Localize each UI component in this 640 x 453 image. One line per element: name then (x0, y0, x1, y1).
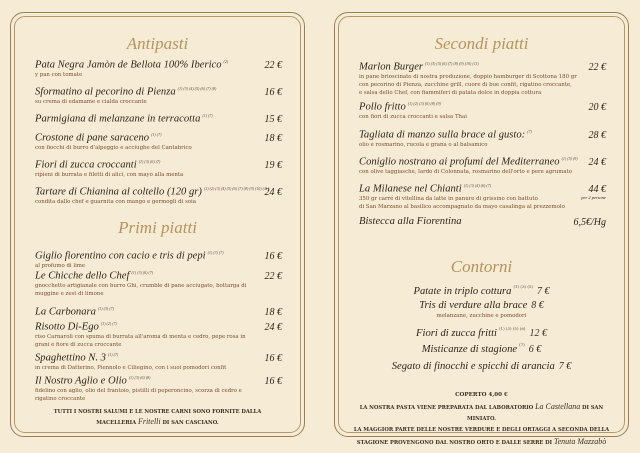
footer-line (349, 401, 614, 425)
allergen-codes: (1) (3) (4) (5) (6) (7) (8) (177, 86, 217, 91)
allergen-codes: (1) (3) (6) (7) (138, 159, 161, 164)
contorni-name: Segato di finocchi e spicchi di arancia (391, 361, 555, 372)
contorni-price: 7 € (537, 286, 550, 297)
secondi-name: La Milanese nel Chianti $^{(1) (3) (4) (6) (7)}$ (359, 183, 492, 195)
primi-price: 18 € (264, 307, 282, 318)
primi-item (35, 352, 282, 372)
allergen-codes: (1) (3) (7) (97, 306, 114, 311)
antipasti-item (35, 159, 282, 179)
allergen-codes: (1) (2) (3) (6) (8) (9) (407, 101, 441, 106)
contorni-item (335, 321, 628, 340)
contorni-item (335, 337, 628, 356)
secondi-price: 28 € (588, 130, 606, 141)
footer-text: MACELLERIA (96, 420, 137, 426)
primi-name: Le Chicche dello Chef $^{(1) (3) (6) (7)}$ (35, 270, 154, 282)
allergen-codes: (1) (3) (6) (8) (128, 375, 151, 380)
contorni-item (335, 293, 628, 320)
primi-item (35, 306, 282, 318)
allergen-codes: (1) (3) (5) (6) (498, 325, 526, 331)
allergen-codes: (1) (7) (151, 132, 162, 137)
antipasti-item (35, 59, 282, 79)
contorni-price: 8 € (531, 300, 544, 311)
antipasti-price: 18 € (264, 133, 282, 144)
primi-description: grani e fiore di zucca croccante (35, 341, 122, 348)
secondi-item (359, 101, 606, 121)
primi-item (35, 375, 282, 403)
primi-price: 16 € (264, 376, 282, 387)
secondi-item (359, 183, 606, 211)
antipasti-item (35, 186, 282, 206)
primi-item (35, 321, 282, 349)
primi-name: La Carbonara $^{(1) (3) (7)}$ (35, 306, 114, 318)
antipasti-item (35, 132, 282, 152)
antipasti-name: Crostone di pane saraceno $^{(1) (7)}$ (35, 132, 162, 144)
secondi-description: e salsa dello Chef, con fiammiferi di patata dolce in doppia cottura (359, 89, 542, 96)
primi-description: in crema di Datterino, Piennolo e Ciliegino, con i suoi pomodori confit (35, 364, 227, 371)
footer-text: LA NOSTRA PASTA VIENE PREPARATA DAL LABORATORIO (359, 405, 534, 411)
contorni-heading: Contorni (450, 257, 513, 276)
primi-item (35, 270, 282, 298)
secondi-name: Tagliata di manzo sulla brace al gusto: $^{(7)}$ (359, 129, 532, 141)
primi-name: Risotto Di-Ego $^{(1) (2) (7)}$ (35, 321, 117, 333)
allergen-codes: (7) (519, 341, 525, 347)
primi-description: gnocchetto artigianale con burro Ghi, crumble di pane acciugato, bottarga di (35, 282, 247, 289)
footer-line (29, 417, 286, 428)
primi-description: al profumo di lime (35, 262, 86, 269)
contorni-price: 7 € (558, 361, 572, 372)
antipasti-name: Sformatino al pecorino di Pienza $^{(1) (3) (4) (5) (6) (7) (8)}$ (35, 86, 217, 98)
primi-price: 24 € (264, 322, 282, 333)
secondi-item (359, 156, 606, 176)
antipasti-description: su crema di edamame e cialda croccante (35, 98, 147, 105)
footer-line (349, 436, 614, 449)
secondi-heading: Secondi piatti (434, 34, 529, 53)
primi-item (35, 250, 282, 270)
secondi-description: di San Marzano al basilico accompagnato da mayo casalinga al prezzemolo (359, 203, 565, 210)
footer-text: STAGIONE PROVENGONO DAL NOSTRO ORTO E DALLE SERRE DI (356, 440, 553, 446)
primi-name: Spaghettino N. 3 $^{(1) (7)}$ (35, 352, 119, 364)
secondi-description: con fiori di zucca croccanti e salsa Thai (359, 113, 467, 120)
contorni-description: melanzane, zucchine e pomodori (436, 313, 527, 319)
contorni-name: Fiori di zucca fritti (416, 328, 497, 339)
antipasti-price: 22 € (264, 60, 282, 71)
allergen-codes: (1) (2) (3) (4) (5) (6) (7) (8) (9) (10) (11) (203, 186, 269, 191)
secondi-price: 22 € (588, 62, 606, 73)
secondi-item (359, 216, 606, 227)
contorni-name: Patate in triplo cottura (413, 286, 512, 297)
allergen-codes: (2) (223, 59, 229, 64)
secondi-name: Coniglio nostrano ai profumi del Mediterraneo $^{(1) (5) (9)}$ (359, 156, 578, 168)
allergen-codes: (1) (3) (4) (6) (7) (463, 183, 492, 188)
secondi-price: 6,5€/Hg (573, 217, 606, 228)
butcher-brand: Fritelli (137, 417, 161, 426)
coperto-label: COPERTO 4,00 € (455, 392, 508, 398)
antipasti-item (35, 86, 282, 106)
secondi-price: 24 € (588, 157, 606, 168)
footer-line: LA MAGGIOR PARTE DELLE NOSTRE VERDURE E DEGLI ORTAGGI A SECONDA DELLA (353, 427, 610, 433)
secondi-description: con pecorino di Pienza, zucchine grill, cuore di bue confit, rigatino croccante, (359, 81, 572, 88)
primi-price: 16 € (264, 251, 282, 262)
antipasti-name: Parmigiana di melanzane in terracotta $^{(1) (7)}$ (35, 113, 213, 125)
primi-name: Giglio fiorentino con cacio e tris di pepi $^{(1) (3) (7)}$ (35, 250, 224, 262)
allergen-codes: (1) (3) (6) (7) (131, 270, 154, 275)
antipasti-description: con fiocchi di burro d'alpeggio e acciughe del Cantabrico (35, 144, 192, 151)
estate-brand: Tenuta Mazzabò (553, 437, 607, 446)
allergen-codes: (1) (5) (9) (561, 156, 578, 161)
secondi-price: 44 € per 2 persone (581, 184, 606, 200)
allergen-codes: (1) (3) (7) (207, 250, 224, 255)
antipasti-description: condita dallo chef e guarnita con mango e germogli di soia (35, 198, 196, 205)
primi-price: 16 € (264, 353, 282, 364)
footer-line: TUTTI I NOSTRI SALUMI E LE NOSTRE CARNI SONO FORNITE DALLA (53, 409, 262, 415)
secondi-item (359, 129, 606, 149)
footer-text: DI SAN MINIATO. (467, 405, 604, 422)
allergen-codes: (1) (7) (107, 352, 119, 357)
primi-description: rigatino croccante (35, 395, 86, 402)
antipasti-name: Fiori di zucca croccanti $^{(1) (3) (6) (7)}$ (35, 159, 161, 171)
secondi-name: Bistecca alla Fiorentina (359, 216, 462, 227)
primi-price: 22 € (264, 271, 282, 282)
pasta-lab-brand: La Castellana (535, 402, 581, 411)
primi-name: Il Nostro Aglio e Olio $^{(1) (3) (6) (8)}$ (35, 375, 151, 387)
antipasti-description: ripieni di burrata e filetti di alici, con mayo alla menta (35, 171, 184, 178)
primi-description: riso Carnaroli con spuma di burrata all'aroma di menta e cedro, pepe rosa in (35, 333, 246, 340)
allergen-codes: (1) (2) (7) (100, 321, 117, 326)
secondi-description: 350 gr carré di vitellina da latte in panure di grissino con battuto (359, 195, 538, 202)
allergen-codes: (1) (3) (5) (6) (7) (8) (9) (10) (11) (425, 61, 479, 66)
contorni-price: 6 € (528, 344, 542, 355)
contorni-price: 12 € (529, 328, 547, 339)
secondi-description: olio e rosmarino, rucola e grana o al balsamico (359, 141, 488, 148)
contorni-item (335, 279, 628, 298)
left-menu-page (10, 12, 305, 437)
allergen-codes: (7) (527, 129, 532, 134)
antipasti-name: Pata Negra Jamòn de Bellota 100% Iberico $^{(2)}$ (35, 59, 229, 71)
contorni-name: Tris di verdure alla brace (419, 300, 528, 311)
allergen-codes: (1) (3) (5) (513, 283, 534, 289)
footer-text: DI SAN CASCIANO. (162, 420, 219, 426)
secondi-price: 20 € (588, 102, 606, 113)
primi-heading: Primi piatti (118, 218, 197, 237)
antipasti-price: 15 € (264, 114, 282, 125)
primi-description: muggine e zest di limone (35, 290, 104, 297)
secondi-name: Pollo fritto $^{(1) (2) (3) (6) (8) (9)}$ (359, 101, 441, 113)
antipasti-price: 24 € (264, 187, 282, 198)
secondi-description: in pane brioscinato di nostra produzione, doppio hamburger di Scottona 180 gr (359, 73, 577, 80)
antipasti-price: 16 € (264, 87, 282, 98)
antipasti-name: Tartare di Chianina al coltello (120 gr) $^{(1) (2) (3) (4) (5) (6) (7) (8) (9) (10) (11)}$ (35, 186, 269, 198)
antipasti-item (35, 113, 282, 125)
left-footer-note (29, 407, 286, 428)
right-menu-page (334, 12, 629, 446)
antipasti-description: y pan con tomate (35, 71, 83, 78)
secondi-item (359, 61, 606, 97)
antipasti-heading: Antipasti (126, 34, 189, 53)
primi-description: fidelino con aglio, olio del frantoio, pistilli di peperoncino, scorza di cedro e (35, 387, 242, 394)
price-note: per 2 persone (581, 195, 606, 200)
antipasti-price: 19 € (264, 160, 282, 171)
allergen-codes: (1) (7) (202, 113, 213, 118)
secondi-name: Marlon Burger $^{(1) (3) (5) (6) (7) (8) (9) (10) (11)}$ (359, 61, 479, 73)
right-footer-note (349, 390, 614, 449)
secondi-description: con olive taggiasche, lardo di Colonnata, rosmarino dell'orto e pere agrumato (359, 168, 572, 175)
contorni-name: Misticanze di stagione (421, 344, 518, 355)
contorni-item (335, 354, 628, 373)
